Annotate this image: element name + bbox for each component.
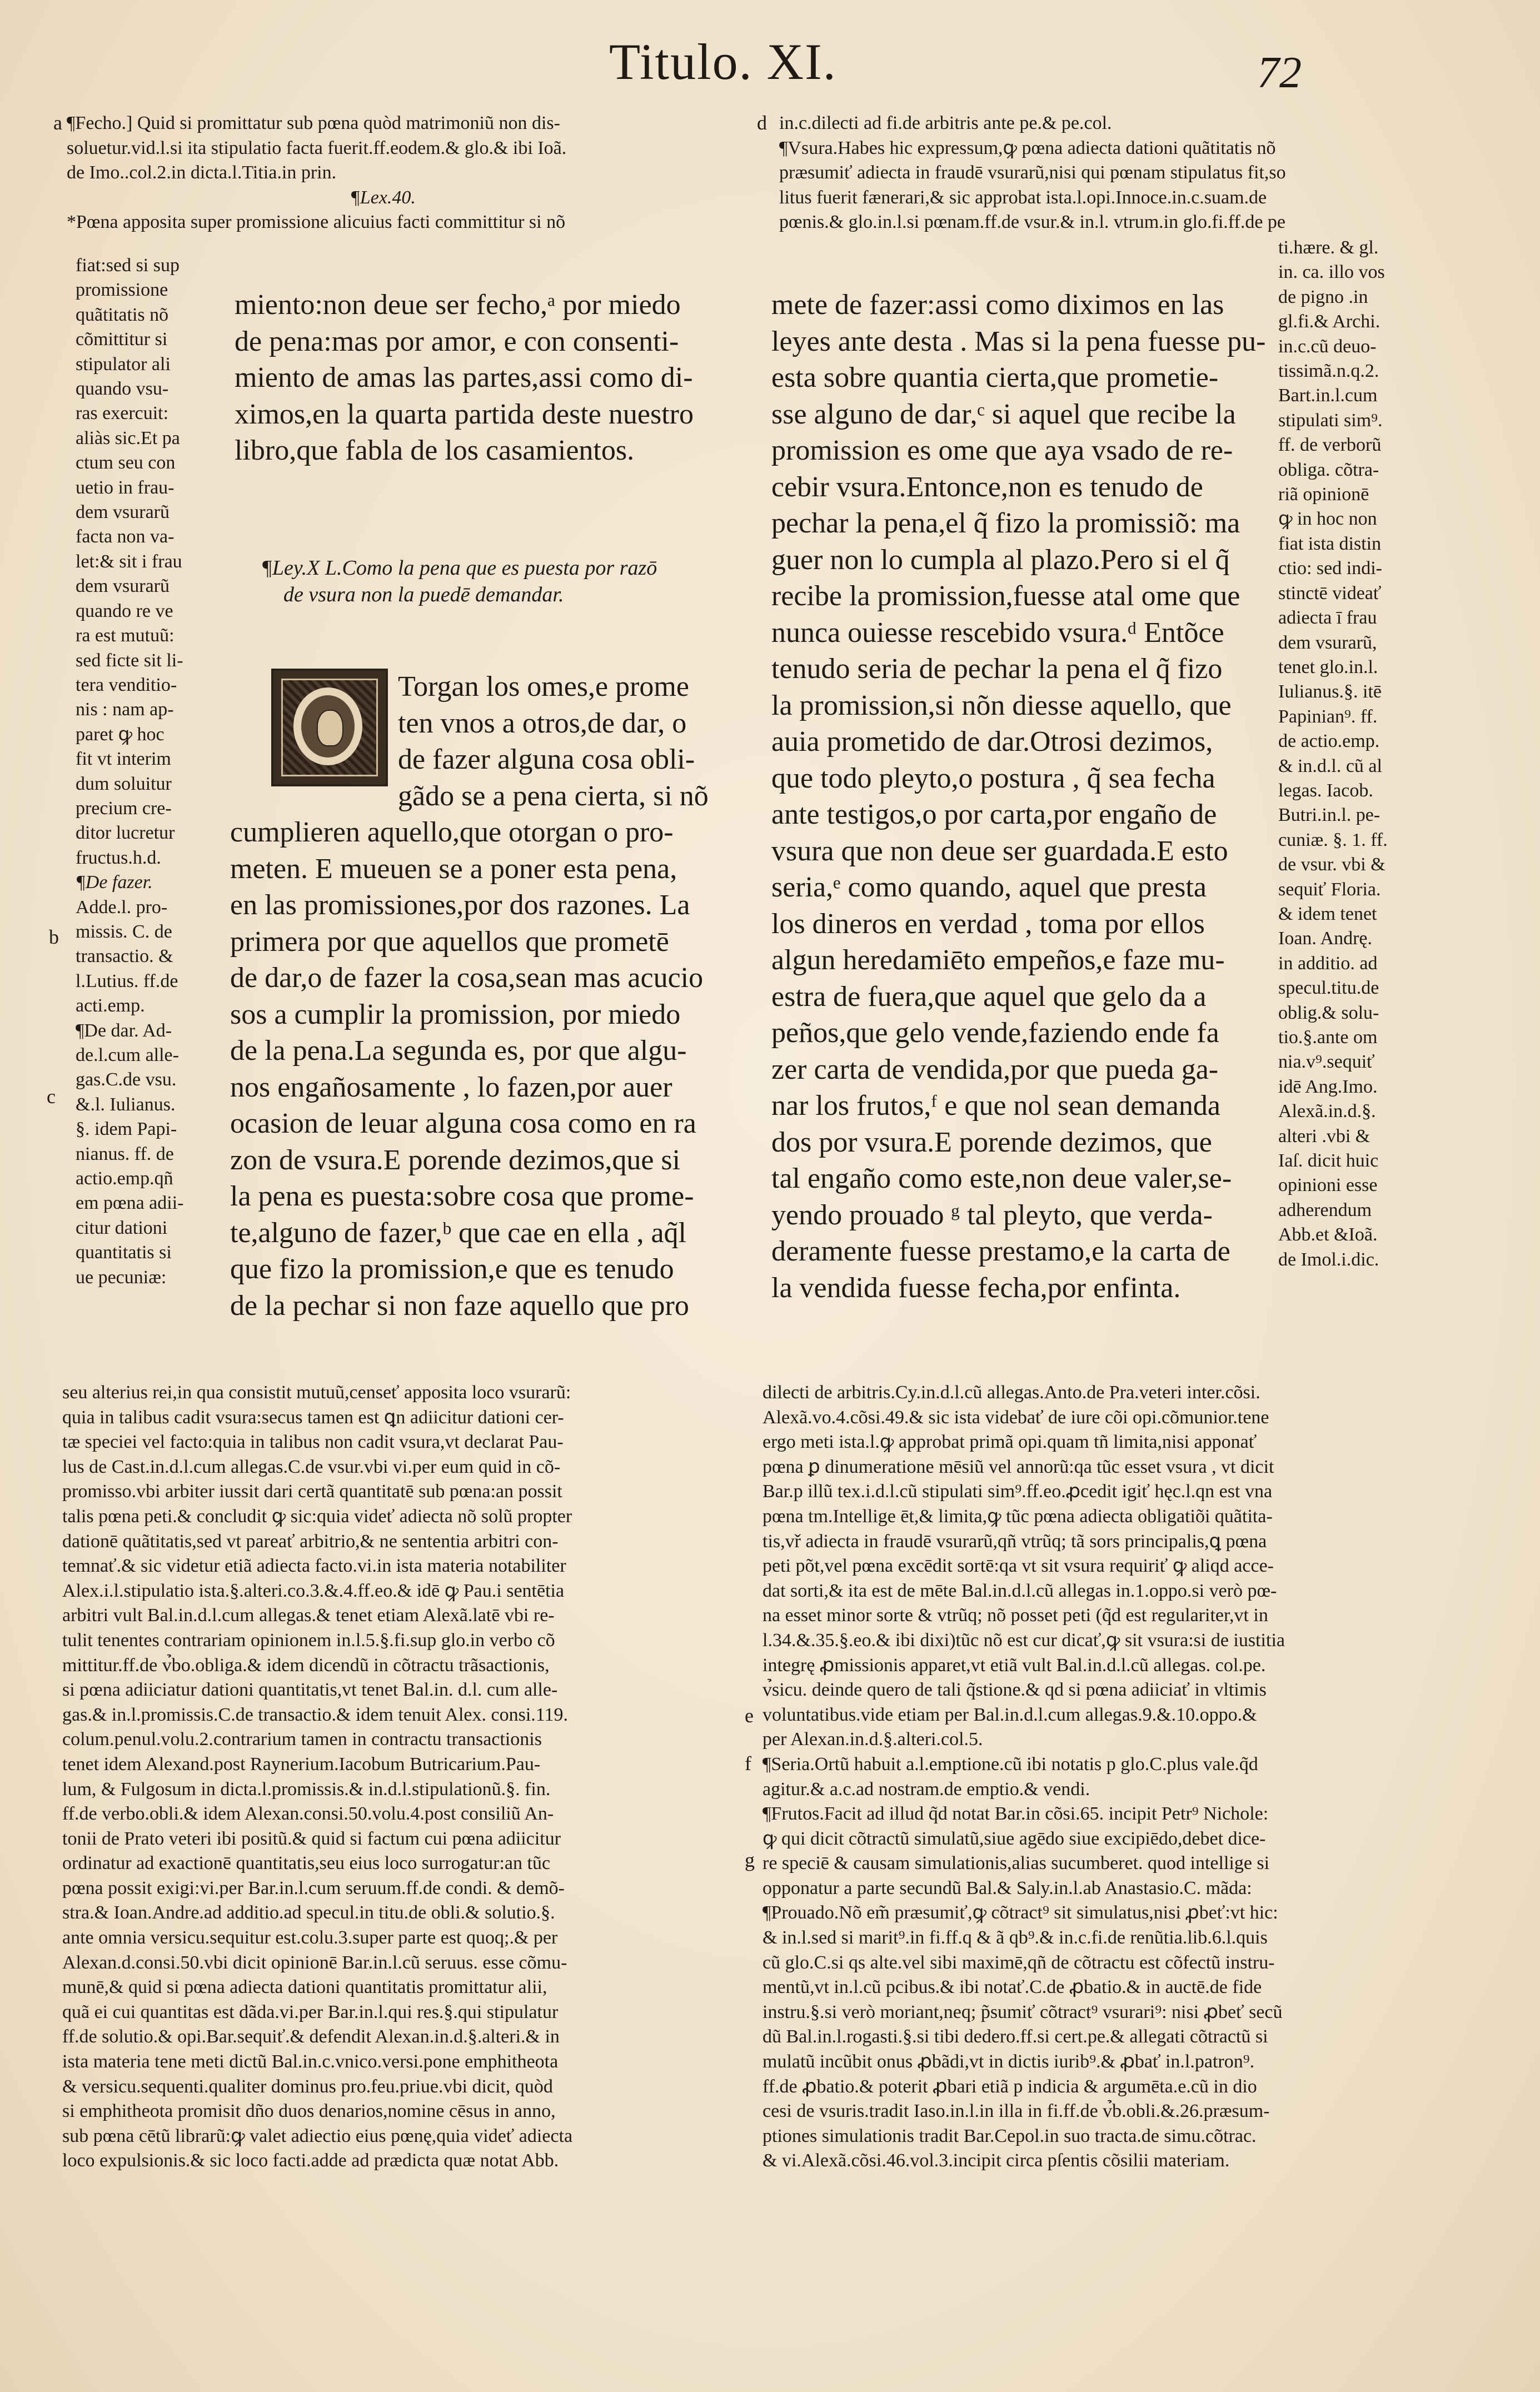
gloss-line: paret ꝙ hoc (76, 724, 165, 745)
gloss-line: ¶Seria.Ortũ habuit a.l.emptione.cũ ibi notatis p glo.C.plus vale.q̃d (762, 1753, 1258, 1775)
gloss-line: Papinian⁹. ff. (1278, 706, 1378, 727)
gloss-line: dem vsurarũ, (1278, 632, 1377, 653)
gloss-line: Alexã.vo.4.cõsi.49.& sic ista videbať de iure cõi opi.cõmunior.tene (762, 1407, 1269, 1428)
text-line: tenudo seria de pechar la pena el q̃ fizo (771, 653, 1223, 685)
gloss-line: nis : nam ap- (76, 699, 174, 720)
gloss-line: litus fuerit fænerari,& sic approbat ista.l.opi.Innoce.in.c.suam.de (779, 187, 1267, 208)
gloss-line: tulit tenentes contrariam opinionem in.l.5.§.fi.sup glo.in verbo cõ (62, 1629, 555, 1651)
gloss-line: &.l. Iulianus. (76, 1094, 176, 1115)
folio-number: 72 (1257, 48, 1302, 97)
gloss-line: nianus. ff. de (76, 1143, 174, 1164)
gloss-line: tonii de Prato veteri ibi positũ.& quid si factum cui pœna adiicitur (62, 1828, 561, 1849)
bottom-gloss-left (62, 1381, 572, 2174)
gloss-line: sequiť Floria. (1278, 879, 1381, 900)
gloss-line: dum soluitur (76, 773, 172, 794)
gloss-line: de Imo..col.2.in dicta.l.Titia.in prin. (67, 162, 337, 183)
gloss-line: lus de Cast.in.d.l.cum allegas.C.de vsur.vbi vi.per eum quid in cõ- (62, 1456, 561, 1477)
text-line: seria,ᵉ como quando, aquel que presta (771, 871, 1207, 903)
text-line: pechar la pena,el q̃ fizo la promissiõ: ma (771, 507, 1240, 539)
gloss-line: sed ficte sit li- (76, 650, 183, 671)
gloss-line: fit vt interim (76, 749, 171, 770)
gloss-line: si emphitheota promisit dño duos denarios,nomine cēsus in anno, (62, 2101, 556, 2122)
text-line: libro,que fabla de los casamientos. (235, 435, 635, 466)
gloss-line: re speciē & causam simulationis,alias sucumberet. quod intellige si (762, 1853, 1270, 1874)
gloss-line: soluetur.vid.l.si ita stipulatio facta fuerit.ff.eodem.& glo.& ibi Ioã. (67, 137, 567, 158)
main-text-right (771, 287, 1265, 1306)
gloss-line: alteri .vbi & (1278, 1125, 1370, 1147)
gloss-line: ff.de verbo.obli.& idem Alexan.consi.50.volu.4.post consiliũ An- (62, 1803, 554, 1825)
gloss-line: gas.& in.l.promissis.C.de transactio.& idem tenuit Alex. consi.119. (62, 1704, 569, 1725)
gloss-line: fiat ista distin (1278, 533, 1382, 554)
text-line: gãdo se a pena cierta, si nõ (398, 780, 709, 812)
gloss-line: Iulianus.§. itē (1278, 681, 1382, 702)
gloss-line: colum.penul.volu.2.contrarium tamen in contractu transactionis (62, 1729, 542, 1750)
gloss-line: ff.de ꝓbatio.& poterit ꝓbari etiã p indicia & argumēta.e.cũ in dio (762, 2076, 1257, 2097)
text-line: estra de fuera,que aquel que gelo da a (771, 980, 1207, 1013)
law-heading-line: ¶Ley.X L.Como la pena que es puesta por razō (261, 556, 657, 580)
gloss-line: ff. de verborũ (1278, 435, 1382, 456)
text-line: ximos,en la quarta partida deste nuestro (235, 398, 694, 430)
initial-portrait (317, 710, 343, 746)
text-line: nunca ouiesse rescebido vsura.ᵈ Entõce (771, 616, 1224, 649)
text-line: zon de vsura.E porende dezimos,que si (230, 1144, 681, 1176)
law-number: ¶Lex.40. (350, 187, 416, 208)
gloss-line: v̉sicu. deinde quero de tali q̃stione.& qd si pœna adiiciať in vltimis (762, 1680, 1267, 1701)
gloss-line: uetio in frau- (76, 477, 175, 498)
text-line: miento:non deue ser fecho,ᵃ por miedo (235, 289, 681, 321)
gloss-line: per Alexan.in.d.§.alteri.col.5. (762, 1729, 983, 1750)
text-line: peños,que gelo vende,faziendo ende fa (771, 1017, 1219, 1049)
text-line: de la pena.La segunda es, por que algu- (230, 1035, 687, 1067)
text-line: esta sobre quantia cierta,que prometie- (771, 362, 1219, 393)
gloss-line: tenet idem Alexand.post Raynerium.Iacobum Butricarium.Pau- (62, 1753, 541, 1775)
text-line: nar los frutos,ᶠ e que nol sean demanda (771, 1090, 1220, 1122)
gloss-line: ante omnia versicu.sequitur est.colu.3.super parte est quoq;.& per (62, 1927, 558, 1949)
gloss-line: ra est mutuũ: (76, 625, 175, 646)
gloss-line: munē,& quid si pœna adiecta dationi quantitatis promittatur alii, (62, 1977, 547, 1998)
gloss-line: & idem tenet (1278, 903, 1377, 924)
gloss-line: actio.emp.qñ (76, 1168, 173, 1189)
gloss-line: quia in talibus cadit vsura:secus tamen est ꝗn adiicitur dationi cer- (62, 1407, 564, 1428)
gloss-line: adiecta ī frau (1278, 607, 1377, 629)
gloss-line: cuniæ. §. 1. ff. (1278, 829, 1388, 850)
gloss-line: temnať.& sic videtur etiã adiecta facto.vi.in ista materia notabiliter (62, 1556, 566, 1577)
gloss-line: pœna possit exigi:vi.per Bar.in.l.cum seruum.ff.de condi. & demõ- (62, 1877, 565, 1898)
gloss-line: ue pecuniæ: (76, 1267, 167, 1288)
gloss-line: promissione (76, 280, 168, 301)
gloss-marker-c: c (47, 1085, 56, 1108)
gloss-line: Alex.i.l.stipulatio ista.§.alteri.co.3.&.4.ff.eo.& idē ꝙ Pau.i sentētia (62, 1580, 565, 1601)
gloss-line: de Imol.i.dic. (1278, 1249, 1379, 1270)
text-line: te,alguno de fazer,ᵇ que cae en ella , aq̃l (230, 1217, 687, 1249)
gloss-line: præsumiť adiecta in fraudē vsurarũ,nisi qui pœnam stipulatus fit,so (779, 162, 1286, 183)
main-text-left-top (235, 287, 694, 469)
gloss-line: ti.hære. & gl. (1278, 237, 1379, 258)
gloss-marker-b: b (49, 926, 59, 948)
text-line: zer carta de vendida,por que pueda ga- (771, 1053, 1219, 1085)
top-gloss-left (67, 111, 566, 235)
gloss-line: aliàs sic.Et pa (76, 427, 180, 448)
text-line: mete de fazer:assi como diximos en las (771, 289, 1224, 321)
gloss-line: ergo meti ista.l.ꝙ approbat primã opi.quam tñ limita,nisi apponať (762, 1432, 1257, 1453)
gloss-marker-e: e (745, 1705, 754, 1727)
gloss-line: dem vsurarũ (76, 502, 170, 523)
gloss-line: idē Ang.Imo. (1278, 1076, 1378, 1097)
gloss-line: ctio: sed indi- (1278, 558, 1382, 579)
gloss-line: in.c.cũ deuo- (1278, 336, 1377, 357)
text-line: sse alguno de dar,ᶜ si aquel que recibe la (771, 398, 1236, 430)
gloss-line: integrę ꝓmissionis apparet,vt etiã vult Bal.in.d.l.cũ allegas. col.pe. (762, 1655, 1266, 1676)
top-gloss-right (779, 111, 1286, 235)
gloss-line: voluntatibus.vide etiam per Bal.in.d.l.cum allegas.9.&.10.oppo.& (762, 1704, 1257, 1725)
gloss-line: & vi.Alexã.cõsi.46.vol.3.incipit circa pſentis cõsilii materiam. (762, 2150, 1230, 2171)
gloss-line: quã ei cui quantitas est dãda.vi.per Bar.in.l.qui res.§.qui stipulatur (62, 2001, 559, 2022)
gloss-line: cesi de vsuris.tradit Iaso.in.l.in illa in fi.ff.de v̉b.obli.&.26.præsum- (762, 2101, 1270, 2122)
gloss-line: ditor lucretur (76, 823, 175, 844)
gloss-line: stra.& Ioan.Andre.ad additio.ad specul.in titu.de obli.& solutio.§. (62, 1902, 555, 1923)
text-line: en las promissiones,por dos razones. La (230, 889, 690, 921)
gloss-line: in.c.dilecti ad fi.de arbitris ante pe.& pe.col. (779, 113, 1112, 133)
gloss-line: Bart.in.l.cum (1278, 385, 1378, 406)
left-margin-gloss (76, 253, 184, 1290)
text-line: de pena:mas por amor, e con consenti- (235, 325, 679, 357)
gloss-line: tæ speciei vel facto:quia in talibus non cadit vsura,vt declarat Pau- (62, 1432, 564, 1453)
gloss-line: sub pœna cētũ librarũ:ꝙ valet adiectio eius pœnę,quia videť adiecta (62, 2125, 573, 2146)
text-line: miento de amas las partes,assi como di- (235, 362, 693, 393)
gloss-line: dũ Bal.in.l.rogasti.§.si tibi dedero.ff.si cert.pe.& allegati cõtractũ si (762, 2026, 1268, 2047)
gloss-line: l.Lutius. ff.de (76, 970, 178, 991)
gloss-line: adherendum (1278, 1199, 1372, 1220)
text-line: yendo prouado ᵍ tal pleyto, que verda- (771, 1199, 1213, 1231)
gloss-line: Bar.p illũ tex.i.d.l.cũ stipulati sim⁹.ff.eo.ꝓcedit igiť hęc.l.qn est vna (762, 1481, 1273, 1502)
gloss-line: facta non va- (76, 526, 175, 547)
text-line: meten. E mueuen se a poner esta pena, (230, 853, 677, 885)
gloss-line: Alexã.in.d.§. (1278, 1101, 1376, 1122)
gloss-line: opponatur a parte secundũ Bal.& Saly.in.l.ab Anastasio.C. mãda: (762, 1877, 1252, 1898)
gloss-line: gas.C.de vsu. (76, 1069, 177, 1090)
gloss-line: lum, & Fulgosum in dicta.l.promissis.& in.d.l.stipulationũ.§. fin. (62, 1778, 551, 1800)
gloss-line: §. idem Papi- (76, 1119, 177, 1140)
gloss-line: & in.d.l. cũ al (1278, 755, 1382, 776)
text-line: promission es ome que aya vsado de re- (771, 435, 1233, 466)
text-line: que fizo la promission,e que es tenudo (230, 1253, 674, 1285)
gloss-line: Adde.l. pro- (76, 896, 168, 918)
text-line: de fazer alguna cosa obli- (398, 744, 695, 775)
gloss-line: quãtitatis nõ (76, 304, 169, 325)
gloss-line: cũ glo.C.si qs alte.vel sibi maximē,qñ de cõtractu est cõfectũ instru- (762, 1952, 1275, 1973)
gloss-line: in. ca. illo vos (1278, 262, 1385, 283)
text-line: vsura que non deue ser guardada.E esto (771, 835, 1228, 867)
gloss-marker-a: a (53, 112, 62, 134)
gloss-line: let:& sit i frau (76, 551, 182, 572)
text-line: sos a cumplir la promission, por miedo (230, 998, 681, 1030)
gloss-line: quando vsu- (76, 378, 169, 400)
gloss-line: tera venditio- (76, 674, 177, 695)
main-text-left-body (230, 814, 703, 1324)
gloss-line: de vsur. vbi & (1278, 854, 1385, 875)
text-line: deramente fuesse prestamo,e la carta de (771, 1235, 1230, 1267)
main-text-left-initial (398, 669, 709, 814)
gloss-line: ¶Prouado.Nõ em̃ præsumiť,ꝙ cõtract⁹ sit simulatus,nisi ꝓbeť:vt hic: (762, 1902, 1278, 1923)
gloss-line: tio.§.ante om (1278, 1027, 1378, 1048)
gloss-line: ¶Frutos.Facit ad illud q̃d notat Bar.in cõsi.65. incipit Petr⁹ Nichole: (762, 1803, 1269, 1825)
gloss-line: Butri.in.l. pe- (1278, 805, 1380, 826)
gloss-line: mittitur.ff.de v̉bo.obliga.& idem dicendũ in cõtractu trãsactionis, (62, 1655, 550, 1676)
text-line: ante testigos,o por carta,por engaño de (771, 799, 1217, 830)
text-line: que todo pleyto,o postura , q̃ sea fecha (771, 762, 1215, 794)
gloss-line: acti.emp. (76, 995, 145, 1016)
gloss-line: ctum seu con (76, 452, 176, 474)
gloss-line: ras exercuit: (76, 403, 169, 424)
gloss-line: peti põt,vel pœna excēdit sortē:qa vt sit vsura requiriť ꝙ aliqd acce- (762, 1556, 1274, 1577)
gloss-line: in additio. ad (1278, 953, 1378, 974)
text-line: ocasion de leuar alguna cosa como en ra (230, 1108, 696, 1139)
gloss-line: ꝙ in hoc non (1278, 509, 1377, 530)
gloss-line: stipulator ali (76, 353, 171, 375)
gloss-line: quando re ve (76, 600, 173, 621)
gloss-line: stipulati sim⁹. (1278, 410, 1383, 431)
gloss-line: instru.§.si verò moriant,neq; p̃sumiť cõtract⁹ vsurari⁹: nisi ꝓbeť secũ (762, 2001, 1283, 2022)
text-line: algun heredamiēto empeños,e faze mu- (771, 944, 1225, 976)
gloss-line: Alexan.d.consi.50.vbi dicit opinionē Bar.in.l.cũ seruus. esse cõmu- (62, 1952, 567, 1973)
gloss-lemma: ¶De fazer. (76, 872, 153, 893)
gloss-line: tissimã.n.q.2. (1278, 361, 1379, 382)
gloss-line: missis. C. de (76, 921, 172, 942)
law-heading-line: de vsura non la puedē demandar. (283, 583, 564, 606)
gloss-line: dem vsurarũ (76, 576, 170, 597)
gloss-line: arbitri vult Bal.in.d.l.cum allegas.& tenet etiam Alexã.latē vbi re- (62, 1605, 555, 1626)
gloss-line: citur dationi (76, 1217, 168, 1238)
decorated-initial-o (271, 669, 388, 786)
gloss-line: ¶Vsura.Habes hic expressum,ꝙ pœna adiecta dationi quãtitatis nõ (779, 137, 1276, 158)
gloss-line: pœna tm.Intellige ēt,& limita,ꝙ tũc pœna adiecta obligatiõi quãtita- (762, 1506, 1273, 1527)
gloss-line: *Pœna apposita super promissione alicuius facti committitur si nõ (67, 212, 566, 233)
text-line: tal engaño como este,non deue valer,se- (771, 1163, 1232, 1194)
gloss-line: pœna ꝑ dinumeratione mēsiũ vel annorũ:qa tũc esset vsura , vt dicit (762, 1456, 1274, 1477)
gloss-line: na esset minor sorte & vtrũq; nõ posset peti (q̃d est regulariter,vt in (762, 1605, 1268, 1626)
gloss-line: de.l.cum alle- (76, 1045, 179, 1065)
gloss-line: loco expulsionis.& sic loco facti.adde ad prædicta quæ notat Abb. (62, 2150, 559, 2171)
gloss-line: l.34.&.35.§.eo.& ibi dixi)tũc nõ est cur dicať,ꝙ sit vsura:si de iustitia (762, 1629, 1285, 1651)
gloss-line: transactio. & (76, 946, 173, 967)
gloss-line: agitur.& a.c.ad nostram.de emptio.& vendi. (762, 1778, 1090, 1800)
text-line: primera por que aquellos que prometē (230, 925, 669, 958)
gloss-lemma: ¶De dar. Ad- (76, 1020, 172, 1041)
gloss-line: fructus.h.d. (76, 847, 161, 868)
gloss-line: Iaſ. dicit huic (1278, 1150, 1379, 1172)
text-line: la vendida fuesse fecha,por enfinta. (771, 1272, 1181, 1304)
text-line: auia prometido de dar.Otrosi dezimos, (771, 726, 1213, 758)
law-heading (261, 555, 657, 608)
gloss-line: riã opinionē (1278, 484, 1369, 505)
gloss-line: opinioni esse (1278, 1175, 1378, 1196)
gloss-line: mulatũ incũbit onus ꝓbãdi,vt in dictis iurib⁹.& ꝓbať in.l.patron⁹. (762, 2051, 1255, 2072)
gloss-line: nia.v⁹.sequiť (1278, 1052, 1375, 1073)
gloss-marker-f: f (745, 1752, 751, 1775)
gloss-line: ista materia tene meti dictũ Bal.in.c.vnico.versi.pone emphitheota (62, 2051, 559, 2072)
gloss-marker-g: g (745, 1849, 755, 1871)
gloss-line: em pœna adii- (76, 1193, 184, 1214)
gloss-line: ordinatur ad exactionē quantitatis,seu eius loco surrogatur:an tũc (62, 1853, 551, 1874)
gloss-line: fiat:sed si sup (76, 255, 180, 276)
gloss-line: mentũ,vt in.l.cũ pcibus.& ibi notať.C.de ꝓbatio.& in auctē.de fide (762, 1977, 1262, 1998)
text-line: ten vnos a otros,de dar, o (398, 707, 687, 739)
text-line: nos engañosamente , lo fazen,por auer (230, 1071, 672, 1103)
gloss-line: dilecti de arbitris.Cy.in.d.l.cũ allegas.Anto.de Pra.veteri inter.cõsi. (762, 1382, 1260, 1403)
gloss-line: cõmittitur si (76, 329, 168, 350)
bottom-gloss-right (762, 1381, 1285, 2174)
text-line: los dineros en verdad , toma por ellos (771, 908, 1205, 940)
running-title: Titulo. XI. (609, 33, 837, 90)
gloss-line: pœnis.& glo.in.l.si pœnam.ff.de vsur.& in.l. vtrum.in glo.fi.ff.de pe (779, 212, 1286, 233)
gloss-line: tenet glo.in.l. (1278, 656, 1378, 677)
text-line: guer non lo cumpla al plazo.Pero si el q̃ (771, 544, 1230, 576)
gloss-line: legas. Iacob. (1278, 780, 1373, 801)
text-line: cumplieren aquello,que otorgan o pro- (230, 816, 674, 848)
gloss-line: specul.titu.de (1278, 978, 1379, 999)
gloss-line: oblig.& solu- (1278, 1002, 1379, 1023)
gloss-line: de actio.emp. (1278, 731, 1380, 752)
text-line: Torgan los omes,e prome (398, 671, 689, 702)
gloss-line: ꝙ qui dicit cõtractũ simulatũ,siue agēdo siue excipiēdo,debet dice- (762, 1828, 1266, 1849)
gloss-line: ptiones simulationis tradit Bar.Cepol.in suo tracta.de simu.cõtrac. (762, 2125, 1257, 2146)
gloss-line: dat sorti,& ita est de mēte Bal.in.d.l.cũ allegas in.1.oppo.si verò pœ- (762, 1580, 1277, 1601)
gloss-line: dationē quãtitatis,sed vt pareať arbitrio,& ne sententia arbitri con- (62, 1531, 559, 1552)
gloss-line: & in.l.sed si marit⁹.in fi.ff.q & ã qb⁹.& in.c.fi.de renũtia.lib.6.l.quis (762, 1927, 1268, 1949)
gloss-line: gl.fi.& Archi. (1278, 311, 1380, 332)
text-line: la promission,si nõn diesse aquello, que (771, 689, 1232, 721)
gloss-line: & versicu.sequenti.qualiter dominus pro.feu.priue.vbi dicit, quòd (62, 2076, 553, 2097)
text-line: de la pechar si non faze aquello que pro (230, 1289, 689, 1322)
gloss-line: Abb.et &Ioã. (1278, 1224, 1378, 1245)
gloss-line: seu alterius rei,in qua consistit mutuũ,censeť apposita loco vsurarũ: (62, 1382, 571, 1403)
gloss-line: ¶Fecho.] Quid si promittatur sub pœna quòd matrimoniũ non dis- (67, 113, 560, 133)
gloss-line: promisso.vbi arbiter iussit dari certã quantitatē sub pœna:an possit (62, 1481, 562, 1502)
gloss-line: ff.de solutio.& opi.Bar.sequiť.& defendit Alexan.in.d.§.alteri.& in (62, 2026, 560, 2047)
right-margin-gloss (1278, 236, 1388, 1272)
gloss-line: de pigno .in (1278, 286, 1368, 307)
gloss-line: Ioan. Andrę. (1278, 928, 1373, 949)
gloss-line: si pœna adiiciatur dationi quantitatis,vt tenet Bal.in. d.l. cum alle- (62, 1680, 558, 1701)
gloss-line: tis,vř adiecta in fraudē vsurarũ,qñ vtrũq; tã sors principalis,ꝗ pœna (762, 1531, 1267, 1552)
gloss-line: talis pœna peti.& concludit ꝙ sic:quia videť adiecta nõ solũ propter (62, 1506, 572, 1527)
gloss-line: precium cre- (76, 798, 172, 819)
text-line: recibe la promission,fuesse atal ome que (771, 580, 1240, 612)
gloss-marker-d: d (757, 112, 767, 134)
text-line: la pena es puesta:sobre cosa que prome- (230, 1180, 694, 1212)
text-line: leyes ante desta . Mas si la pena fuesse pu- (771, 325, 1266, 357)
text-line: dos por vsura.E porende dezimos, que (771, 1126, 1212, 1158)
text-line: cebir vsura.Entonce,non es tenudo de (771, 471, 1203, 503)
gloss-line: stinctē videať (1278, 582, 1382, 604)
gloss-line: obliga. cõtra- (1278, 459, 1379, 480)
gloss-line: quantitatis si (76, 1242, 172, 1263)
text-line: de dar,o de fazer la cosa,sean mas acucio (230, 962, 704, 994)
